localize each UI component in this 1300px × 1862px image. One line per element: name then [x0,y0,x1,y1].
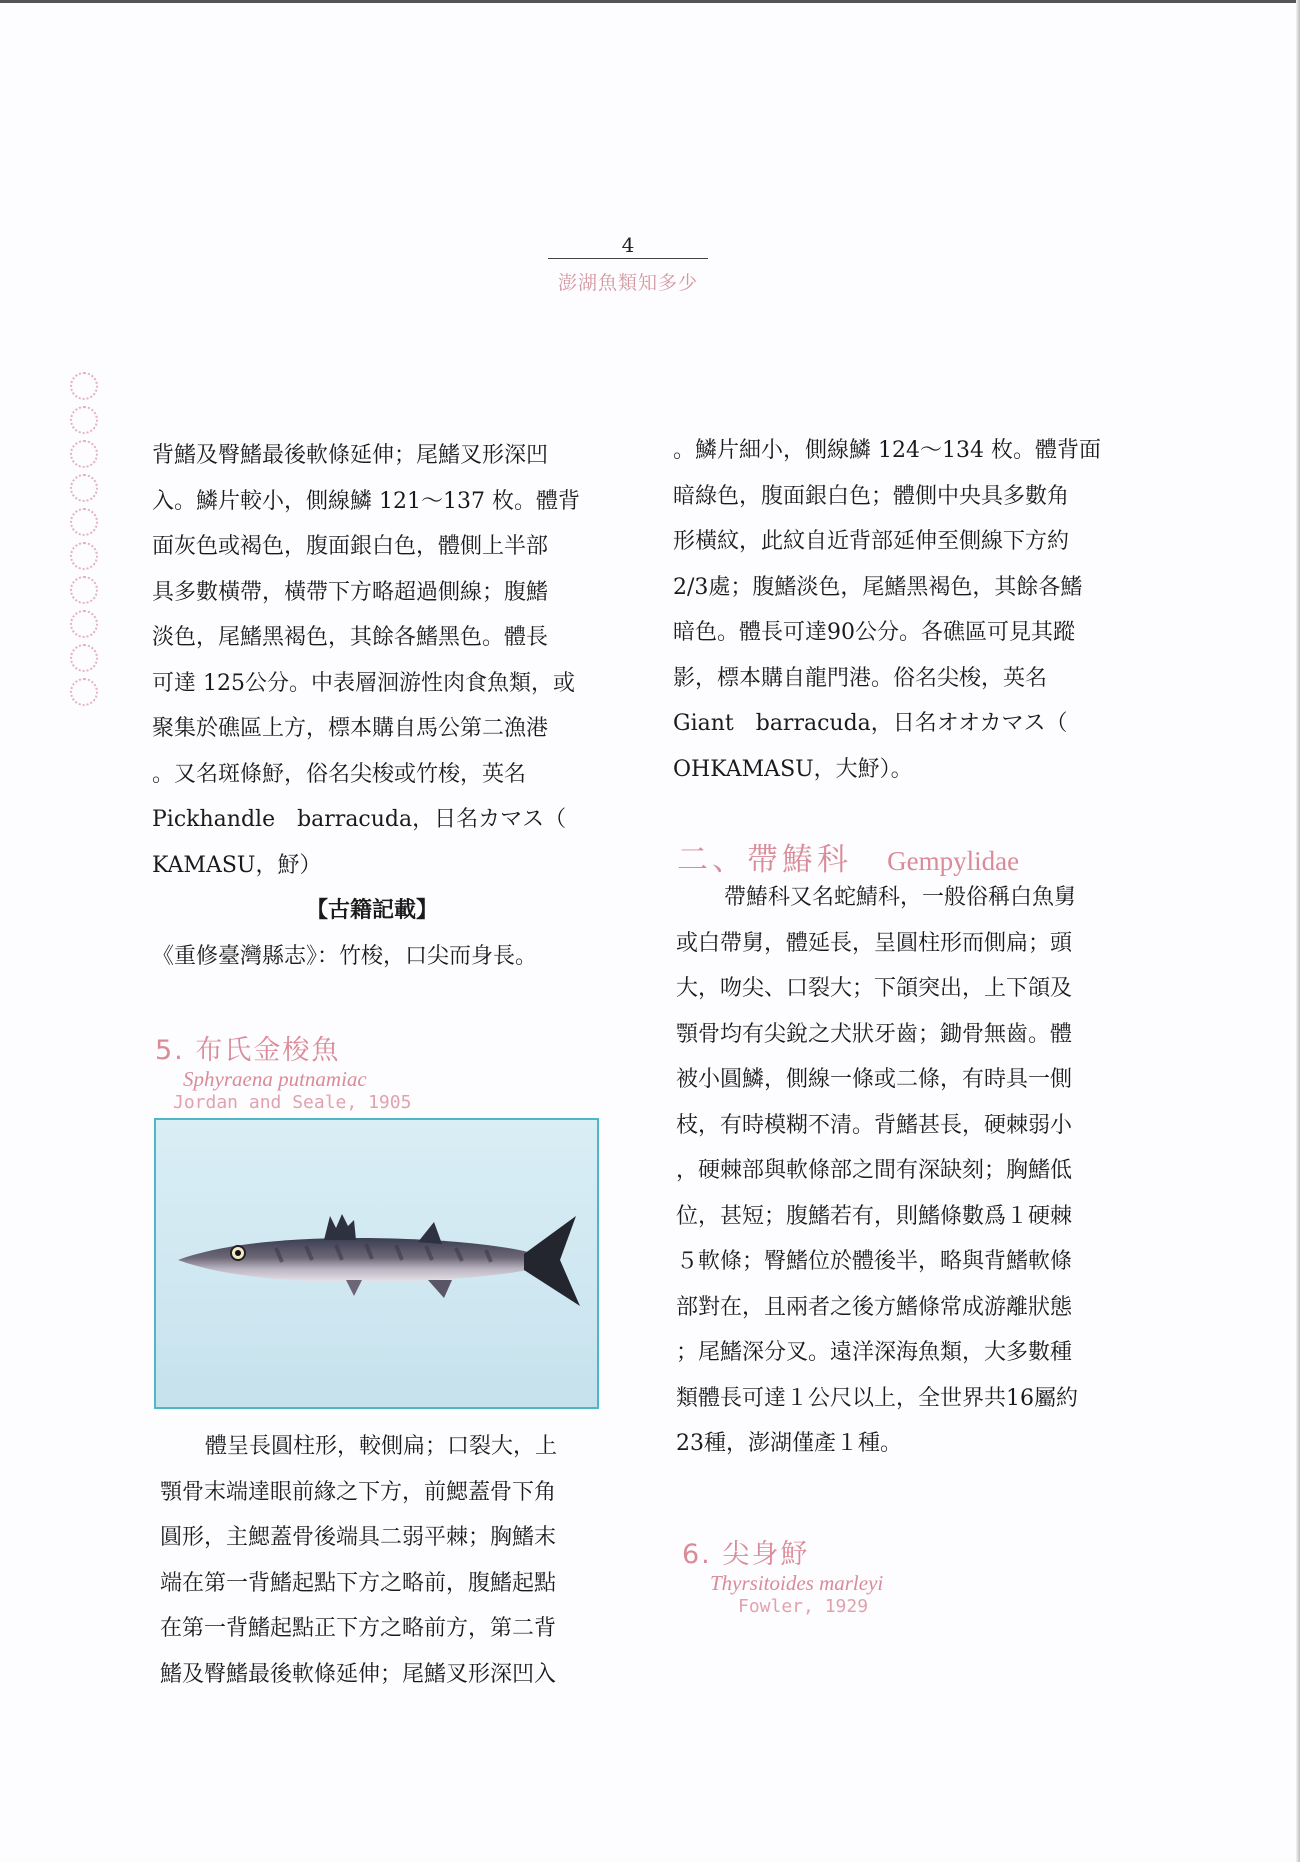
text-line: 體呈長圓柱形，較側扁；口裂大，上 [205,1434,558,1459]
text-line: 面灰色或褐色，腹面銀白色，體側上半部 [152,534,549,559]
text-line: 枝，有時模糊不清。背鰭甚長，硬棘弱小 [676,1112,1073,1138]
text-line: 。又名斑條魣，俗名尖梭或竹梭，英名 [152,761,527,787]
fish-tail [524,1216,580,1306]
fish-dorsal-fin-1 [324,1214,356,1240]
running-title: 澎湖魚類知多少 [557,272,698,294]
left-column-top-text [152,433,592,979]
text-line: ；尾鰭深分叉。遠洋深海魚類，大多數種 [676,1340,1073,1365]
text-line: 暗色。體長可達90公分。各礁區可見其蹤 [673,620,1075,645]
ornament-circle [70,644,98,672]
text-line: 23種，澎湖僅產１種。 [676,1431,902,1456]
ornament-circle [70,372,98,400]
ornament-circle [70,440,98,468]
family-name-latin: Gempylidae [887,846,1020,876]
fish-body [178,1238,528,1282]
margin-ornament [70,372,104,712]
text-line: 顎骨末端達眼前緣之下方，前鰓蓋骨下角 [160,1479,557,1505]
text-line: 位，甚短；腹鰭若有，則鰭條數爲１硬棘 [676,1203,1073,1229]
page-header [548,232,708,294]
text-line: 或白帶舅，體延長，呈圓柱形而側扁；頭 [676,930,1073,956]
header-rule [548,258,708,259]
species-5-scientific-name: Sphyraena putnamiac [183,1067,367,1091]
text-line: 淡色，尾鰭黑褐色，其餘各鰭黑色。體長 [152,625,549,650]
species-6-scientific-name: Thyrsitoides marleyi [710,1571,884,1595]
ornament-circle [70,508,98,536]
barracuda-illustration [156,1120,597,1407]
text-line: 在第一背鰭起點正下方之略前方，第二背 [160,1616,557,1641]
text-line: 被小圓鱗，側線一條或二條，有時具一側 [676,1067,1073,1092]
ornament-circle [70,542,98,570]
fish-dorsal-fin-2 [418,1222,442,1244]
text-line: 大，吻尖、口裂大；下頜突出，上下頜及 [676,976,1073,1001]
species-5-title: 5. 布氏金梭魚 [155,1035,341,1066]
text-line: Giant barracuda，日名オオカマス（ [673,711,1068,736]
text-line: 入。鱗片較小，側線鱗 121～137 枚。體背 [152,488,580,514]
text-line: 顎骨均有尖銳之犬狀牙齒；鋤骨無齒。體 [676,1021,1073,1047]
text-line: 具多數橫帶，橫帶下方略超過側線；腹鰭 [152,579,549,605]
text-line: ５軟條；臀鰭位於體後半，略與背鰭軟條 [676,1249,1073,1274]
family-heading [677,834,1019,879]
fish-pelvic-fin [346,1280,362,1296]
text-line: 類體長可達１公尺以上，全世界共16屬約 [676,1385,1078,1411]
ornament-circle [70,406,98,434]
text-line: 形橫紋，此紋自近背部延伸至側線下方約 [673,529,1070,554]
text-line: ，硬棘部與軟條部之間有深缺刻；胸鰭低 [676,1158,1073,1183]
text-line: OHKAMASU，大魣）。 [673,756,913,782]
left-column-bottom-text [160,1424,558,1697]
species-6-title: 6. 尖身魣 [682,1539,810,1570]
family-name-chinese: 二、帶鰆科 [677,842,852,878]
text-line: KAMASU，魣） [152,852,322,878]
fish-anal-fin [428,1280,452,1298]
fish-photo [154,1118,599,1409]
text-line: 帶鰆科又名蛇鯖科，一般俗稱白魚舅 [724,885,1077,910]
page-top-edge [0,0,1300,3]
right-column-bottom-text [676,875,1078,1467]
page-number: 4 [621,233,635,257]
text-line: 。鱗片細小，側線鱗 124～134 枚。體背面 [673,438,1101,463]
ornament-circle [70,678,98,706]
text-line: 端在第一背鰭起點下方之略前，腹鰭起點 [160,1570,557,1596]
text-line: 部對在，且兩者之後方鰭條常成游離狀態 [676,1294,1073,1320]
text-line: 聚集於礁區上方，標本購自馬公第二漁港 [152,716,549,741]
ornament-circle [70,474,98,502]
page-right-edge [1296,0,1300,1862]
classic-records-text: 《重修臺灣縣志》：竹梭，口尖而身長。 [152,943,538,969]
species-6-author: Fowler, 1929 [738,1596,869,1617]
text-line: 暗綠色，腹面銀白色；體側中央具多數角 [673,483,1070,509]
text-line: 影，標本購自龍門港。俗名尖梭，英名 [673,665,1048,691]
ornament-circle [70,610,98,638]
species-5-heading [155,1028,411,1113]
text-line: 可達 125公分。中表層洄游性肉食魚類，或 [152,670,575,696]
text-line: 2/3處；腹鰭淡色，尾鰭黑褐色，其餘各鰭 [673,574,1083,600]
ornament-circle [70,576,98,604]
right-column-top-text [673,428,1101,792]
text-line: 背鰭及臀鰭最後軟條延伸；尾鰭叉形深凹 [152,443,549,468]
text-line: 鰭及臀鰭最後軟條延伸；尾鰭叉形深凹入 [160,1661,557,1687]
text-line: Pickhandle barracuda，日名カマス（ [152,807,567,832]
classic-records-heading: 【古籍記載】 [305,897,438,923]
species-6-heading [682,1532,883,1617]
text-line: 圓形，主鰓蓋骨後端具二弱平棘；胸鰭末 [160,1525,557,1550]
species-5-author: Jordan and Seale, 1905 [173,1092,412,1113]
